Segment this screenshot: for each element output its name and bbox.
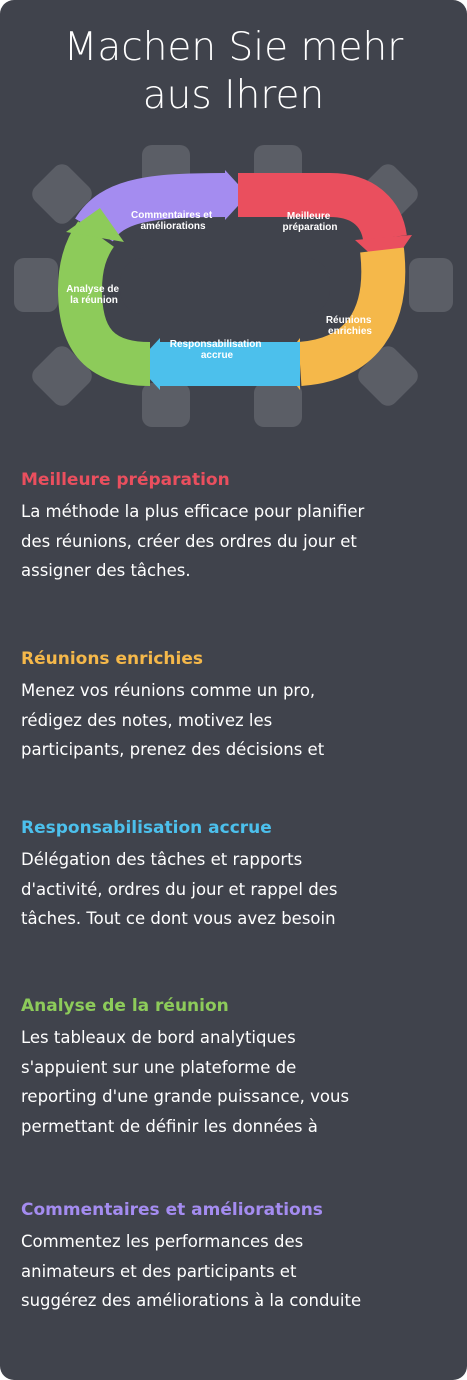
table-center: [120, 258, 330, 314]
chair-icon: [254, 383, 302, 427]
section-text: Délégation des tâches et rapports d'activité, ordres du jour et rappel des tâches. Tout ce dont vous avez besoin: [21, 850, 338, 928]
section-analysis: [21, 995, 451, 1141]
section-text: Menez vos réunions comme un pro, rédigez des notes, motivez les participants, prenez des décisions et: [21, 681, 325, 759]
title-line-2: aus Ihren: [142, 73, 325, 118]
feedback-label: Commentaires et améliorations: [131, 210, 213, 232]
analysis-label: Analyse de la réunion: [66, 284, 120, 306]
prep-label: Meilleure préparation: [282, 211, 338, 233]
enriched-label: Réunions enrichies: [325, 315, 372, 337]
section-title: Commentaires et améliorations: [21, 1200, 323, 1220]
title-line-1: Machen Sie mehr: [63, 25, 404, 70]
accountability-label: Responsabilisation accrue: [169, 339, 262, 361]
section-accountability: [21, 817, 451, 934]
section-title: Meilleure préparation: [21, 470, 230, 490]
section-text: La méthode la plus efficace pour planifier des réunions, créer des ordres du jour et assigner des tâches.: [21, 502, 365, 580]
section-title: Réunions enrichies: [21, 649, 203, 669]
page-title: [0, 24, 467, 120]
chair-icon: [409, 258, 453, 312]
section-text: Les tableaux de bord analytiques s'appuient sur une plateforme de reporting d'une grande puissance, vous permettant de définir les données à: [21, 1028, 350, 1136]
section-enriched: [21, 648, 451, 765]
section-title: Responsabilisation accrue: [21, 818, 272, 838]
section-text: Commentez les performances des animateurs et des participants et suggérez des améliorations à la conduite: [21, 1232, 362, 1310]
chair-icon: [142, 383, 190, 427]
section-feedback: [21, 1199, 451, 1316]
meeting-cycle-diagram: [0, 140, 467, 430]
section-prep: [21, 469, 451, 586]
section-title: Analyse de la réunion: [21, 996, 229, 1016]
chair-icon: [14, 258, 58, 312]
